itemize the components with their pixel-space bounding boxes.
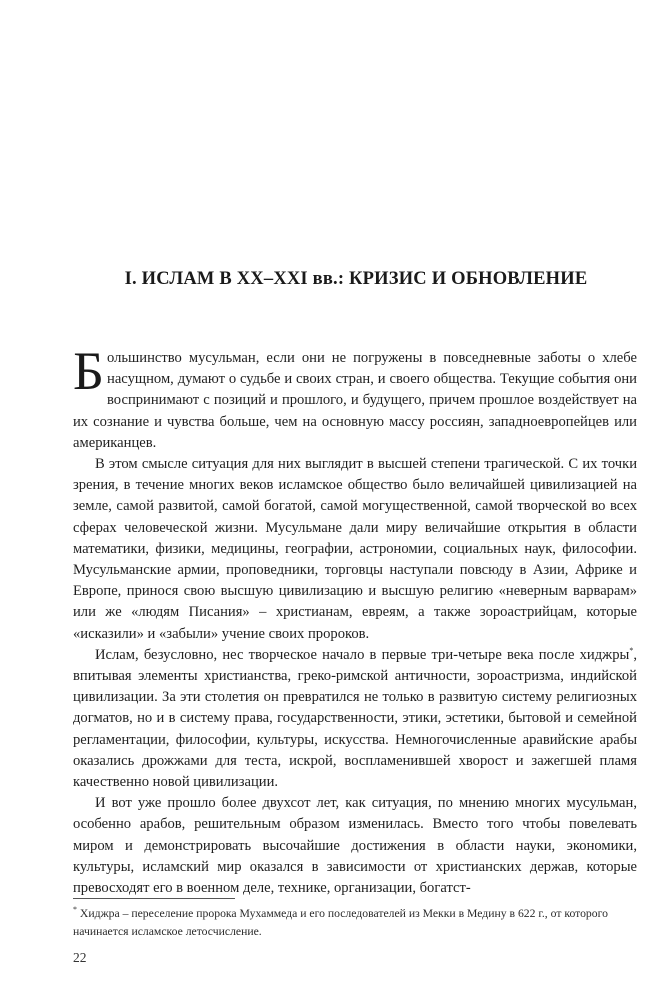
footnote-reference: * bbox=[629, 645, 634, 655]
footnote-mark: * bbox=[73, 905, 77, 915]
paragraph-1 bbox=[73, 341, 637, 454]
paragraph-1-text: ольшинство мусульман, если они не погружены в повседневные заботы о хлебе насущном, думают о судьбе и своих стран, и своего общества. Текущие события они воспринимают с позиций и прошлого, и будущего, причем прошлое воздействует на их сознание и чувства больше, чем на основную массу россиян, западноевропейцев или американцев. bbox=[73, 350, 637, 451]
footnote bbox=[73, 905, 637, 941]
page-number: 22 bbox=[73, 950, 87, 965]
paragraph-3-text-start: Ислам, безусловно, нес творческое начало в первые три-четыре века после хиджры bbox=[95, 646, 630, 663]
paragraph-2: В этом смысле ситуация для них выглядит в высшей степени трагической. С их точки зрения, в течение многих веков исламское общество было величайшей цивилизацией на земле, самой развитой, самой богатой, самой могущественной, самой творческой во всех сферах человеческой жизни. Мусульмане дали миру величайшие открытия в области математики, физики, медицины, географии, астрономии, социальных наук, философии. Мусульманские армии, проповедники, торговцы наступали повсюду в Азии, Африке и Европе, принося свою высшую цивилизацию и высшую религию «неверным варварам» или же «людям Писания» – христианам, евреям, а также зороастрийцам, которые «исказили» и «забыли» учение своих пророков. bbox=[73, 456, 637, 642]
paragraph-4: И вот уже прошло более двухсот лет, как ситуация, по мнению многих мусульман, особенно арабов, решительным образом изменилась. Вместо того чтобы повелевать миром и демонстрировать высочайшие достижения в области науки, экономики, культуры, исламский мир оказался в зависимости от христианских держав, которые превосходят его в военном деле, технике, организации, богатст- bbox=[73, 795, 637, 897]
footnote-divider bbox=[73, 898, 235, 899]
body-text bbox=[73, 341, 637, 899]
footnote-text: Хиджра – переселение пророка Мухаммеда и его последователей из Мекки в Медину в 622 г., от которого начинается исламское летосчисление. bbox=[73, 907, 608, 938]
paragraph-3-text-end: , впитывая элементы христианства, греко-римской античности, зороастризма, индийской цивилизации. За эти столетия он превратился не только в развитую систему религиозных догматов, но и в систему права, государственности, этики, эстетики, бытовой и семейной регламентации, философии, культуры, искусства. Немногочисленные аравийские арабы оказались дрожжами для теста, искрой, воспламенившей хворост и зажегшей пламя качественно новой цивилизации. bbox=[73, 646, 637, 791]
chapter-title: I. ИСЛАМ В XX–XXI вв.: КРИЗИС И ОБНОВЛЕНИЕ bbox=[124, 269, 588, 289]
drop-cap: Б bbox=[73, 341, 105, 401]
paragraph-3 bbox=[73, 645, 637, 793]
